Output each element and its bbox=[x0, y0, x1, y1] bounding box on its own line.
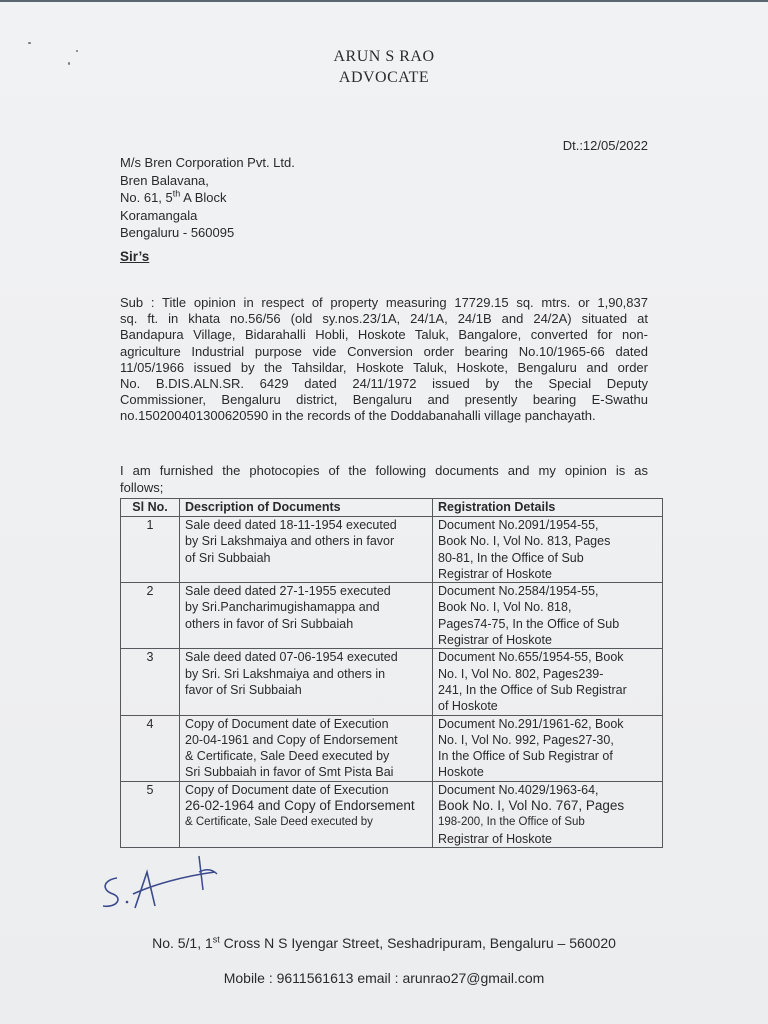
cell-sl-no: 5 bbox=[121, 781, 180, 847]
registration-line: Hoskote bbox=[438, 765, 484, 780]
subject-line: No. B.DIS.ALN.SR. 6429 dated 24/11/1972 issued by the Special Deputy bbox=[120, 376, 648, 392]
description-line: & Certificate, Sale Deed executed by bbox=[185, 749, 390, 764]
recipient-line: M/s Bren Corporation Pvt. Ltd. bbox=[120, 155, 295, 170]
recipient-address bbox=[120, 154, 295, 242]
footer-contact: Mobile : 9611561613 email : arunrao27@gmail.com bbox=[223, 970, 545, 986]
description-line: Copy of Document date of Execution bbox=[185, 716, 389, 731]
cell-sl-no: 3 bbox=[121, 649, 180, 715]
cell-registration bbox=[433, 649, 663, 715]
registration-line: Book No. I, Vol No. 818, bbox=[438, 600, 572, 615]
registration-line: Book No. I, Vol No. 813, Pages bbox=[438, 534, 611, 549]
description-line: of Sri Subbaiah bbox=[185, 550, 271, 565]
cell-description bbox=[180, 517, 433, 583]
intro-line: I am furnished the photocopies of the following documents and my opinion is as bbox=[120, 463, 648, 478]
cell-description bbox=[180, 715, 433, 781]
top-edge-rule bbox=[0, 0, 768, 2]
cell-registration bbox=[433, 583, 663, 649]
subject-line: sq. ft. in khata no.56/56 (old sy.nos.23/1A, 24/1A, 24/1B and 24/2A) situated at bbox=[120, 311, 648, 327]
letter-date: Dt.:12/05/2022 bbox=[562, 138, 648, 153]
cell-description bbox=[180, 649, 433, 715]
registration-line: Document No.655/1954-55, Book bbox=[438, 650, 624, 665]
subject-line: 11/05/1966 issued by the Tahsildar, Hoskote Taluk, Hoskote, Bengaluru and order bbox=[120, 359, 648, 375]
header-sl-no: Sl No. bbox=[121, 499, 180, 517]
table-header-row bbox=[121, 499, 663, 517]
description-line: Sale deed dated 27-1-1955 executed bbox=[185, 584, 391, 599]
subject-line: Sub : Title opinion in respect of property measuring 17729.15 sq. mtrs. or 1,90,837 bbox=[120, 295, 648, 310]
description-line: by Sri Lakshmaiya and others in favor bbox=[185, 534, 395, 549]
letterhead-name: ARUN S RAO bbox=[333, 48, 435, 65]
table-row bbox=[121, 715, 663, 781]
subject-line: no.150200401300620590 in the records of the Doddabanahalli village panchayath. bbox=[120, 408, 596, 424]
footer-address: No. 5/1, 1st Cross N S Iyengar Street, Seshadripuram, Bengaluru – 560020 bbox=[152, 934, 616, 951]
header-registration: Registration Details bbox=[433, 499, 663, 517]
description-line: Sri Subbaiah in favor of Smt Pista Bai bbox=[185, 765, 394, 780]
registration-line: Book No. I, Vol No. 767, Pages bbox=[438, 798, 625, 814]
description-line: Copy of Document date of Execution bbox=[185, 782, 389, 797]
cell-description bbox=[180, 781, 433, 847]
registration-line: Document No.291/1961-62, Book bbox=[438, 716, 624, 731]
registration-line: In the Office of Sub Registrar of bbox=[438, 749, 613, 764]
registration-line: Document No.4029/1963-64, bbox=[438, 782, 599, 797]
recipient-line: Bren Balavana, bbox=[120, 172, 209, 188]
documents-table bbox=[120, 498, 663, 848]
description-line: 26-02-1964 and Copy of Endorsement bbox=[185, 798, 415, 814]
salutation: Sir’s bbox=[120, 249, 150, 264]
table-row bbox=[121, 517, 663, 583]
intro-line: follows; bbox=[120, 480, 164, 495]
table-row bbox=[121, 649, 663, 715]
cell-sl-no: 1 bbox=[121, 517, 180, 583]
description-line: 20-04-1961 and Copy of Endorsement bbox=[185, 732, 398, 747]
registration-line: No. I, Vol No. 802, Pages239- bbox=[438, 666, 604, 681]
recipient-line: Bengaluru - 560095 bbox=[120, 225, 235, 240]
letterhead-title: ADVOCATE bbox=[338, 69, 430, 86]
recipient-line: Koramangala bbox=[120, 207, 198, 223]
description-line: by Sri. Sri Lakshmaiya and others in bbox=[185, 666, 386, 681]
subject-line: agriculture Industrial purpose vide Conversion order bearing No.10/1965-66 dated bbox=[120, 343, 648, 359]
subject-paragraph bbox=[120, 295, 648, 425]
cell-registration bbox=[433, 781, 663, 847]
registration-line: of Hoskote bbox=[438, 699, 498, 714]
subject-line: Bandapura Village, Bidarahalli Hobli, Hoskote Taluk, Bangalore, converted for non- bbox=[120, 327, 648, 343]
description-line: favor of Sri Subbaiah bbox=[185, 682, 302, 697]
table-row bbox=[121, 781, 663, 847]
registration-line: Document No.2584/1954-55, bbox=[438, 584, 599, 599]
intro-paragraph bbox=[120, 462, 648, 496]
subject-line: Commissioner, Bengaluru district, Bengaluru and presently bearing E-Swathu bbox=[120, 392, 648, 408]
registration-line: 198-200, In the Office of Sub bbox=[438, 816, 585, 829]
table-row bbox=[121, 583, 663, 649]
cell-sl-no: 2 bbox=[121, 583, 180, 649]
cell-registration bbox=[433, 715, 663, 781]
scan-speck bbox=[28, 42, 31, 44]
recipient-line: No. 61, 5th A Block bbox=[120, 188, 227, 205]
registration-line: Pages74-75, In the Office of Sub bbox=[438, 616, 620, 631]
header-description: Description of Documents bbox=[180, 499, 433, 517]
registration-line: No. I, Vol No. 992, Pages27-30, bbox=[438, 732, 614, 747]
description-line: Sale deed dated 07-06-1954 executed bbox=[185, 650, 398, 665]
registration-line: Registrar of Hoskote bbox=[438, 566, 552, 581]
description-line: others in favor of Sri Subbaiah bbox=[185, 616, 354, 631]
description-line: Sale deed dated 18-11-1954 executed bbox=[185, 518, 397, 532]
signature-image bbox=[95, 850, 225, 920]
registration-line: Registrar of Hoskote bbox=[438, 633, 552, 648]
registration-line: 241, In the Office of Sub Registrar bbox=[438, 682, 627, 697]
registration-line: Registrar of Hoskote bbox=[438, 831, 552, 846]
cell-description bbox=[180, 583, 433, 649]
registration-line: 80-81, In the Office of Sub bbox=[438, 550, 584, 565]
cell-registration bbox=[433, 517, 663, 583]
cell-sl-no: 4 bbox=[121, 715, 180, 781]
description-line: by Sri.Pancharimugishamappa and bbox=[185, 600, 380, 615]
registration-line: Document No.2091/1954-55, bbox=[438, 518, 599, 532]
description-line: & Certificate, Sale Deed executed by bbox=[185, 816, 373, 829]
